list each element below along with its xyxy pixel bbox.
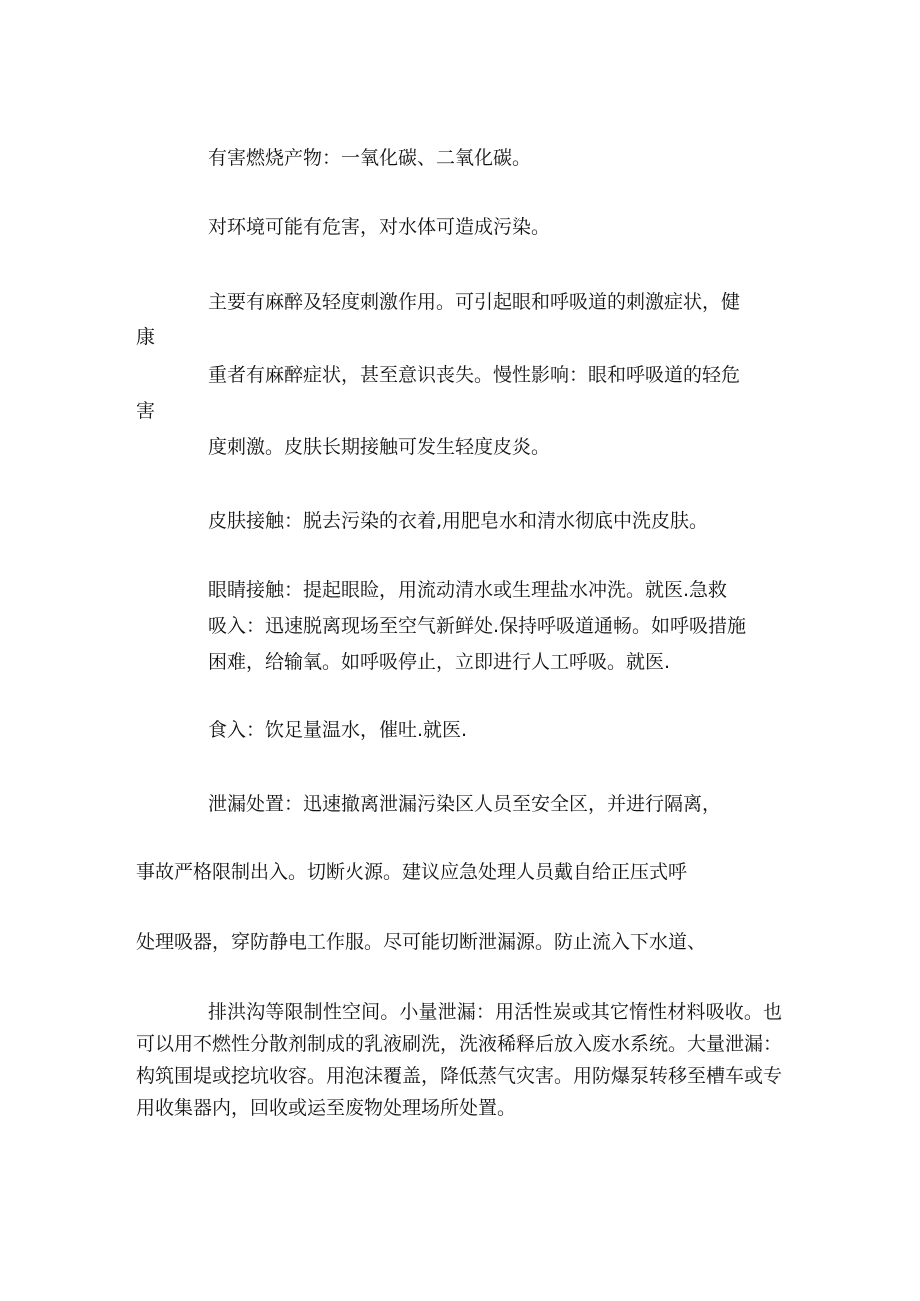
first-aid-inhale-line-2: 困难，给输氧。如呼吸停止，立即进行人工呼吸。就医. <box>208 651 671 673</box>
health-hazard-line-3: 度刺激。皮肤长期接触可发生轻度皮炎。 <box>208 436 551 458</box>
combustion-products-line: 有害燃烧产物：一氧化碳、二氧化碳。 <box>208 147 532 169</box>
leak-handling-line-3: 处理吸器，穿防静电工作服。尽可能切断泄漏源。防止流入下水道、 <box>136 931 707 953</box>
health-hazard-line-1: 主要有麻醉及轻度刺激作用。可引起眼和呼吸道的刺激症状，健 <box>208 291 741 313</box>
first-aid-ingest-line: 食入：饮足量温水，催吐.就医. <box>208 719 468 741</box>
leak-handling-line-2: 事故严格限制出入。切断火源。建议应急处理人员戴自给正压式呼 <box>136 861 688 883</box>
first-aid-inhale-line-1: 吸入：迅速脱离现场至空气新鲜处.保持呼吸道通畅。如呼吸措施 <box>208 615 747 637</box>
health-hazard-margin-label-2: 害 <box>136 400 156 422</box>
health-hazard-margin-label-1: 康 <box>136 326 156 348</box>
environment-hazard-line: 对环境可能有危害，对水体可造成污染。 <box>208 216 551 238</box>
leak-handling-paragraph: 排洪沟等限制性空间。小量泄漏：用活性炭或其它惰性材料吸收。也可以用不燃性分散剂制成的乳液刷洗，洗液稀释后放入废水系统。大量泄漏：构筑围堤或挖坑收容。用泡沫覆盖，降低蒸气灾害。用防爆泵转移至槽车或专用收集器内，回收或运至废物处理场所处置。 <box>136 1001 783 1119</box>
first-aid-skin-line: 皮肤接触：脱去污染的衣着,用肥皂水和清水彻底中洗皮肤。 <box>208 510 709 532</box>
first-aid-eye-line: 眼睛接触：提起眼睑，用流动清水或生理盐水冲洗。就医.急救 <box>208 579 728 601</box>
health-hazard-line-2: 重者有麻醉症状，甚至意识丧失。慢性影响：眼和呼吸道的轻危 <box>208 364 741 386</box>
leak-handling-line-1: 泄漏处置：迅速撤离泄漏污染区人员至安全区，并进行隔离， <box>208 793 722 815</box>
